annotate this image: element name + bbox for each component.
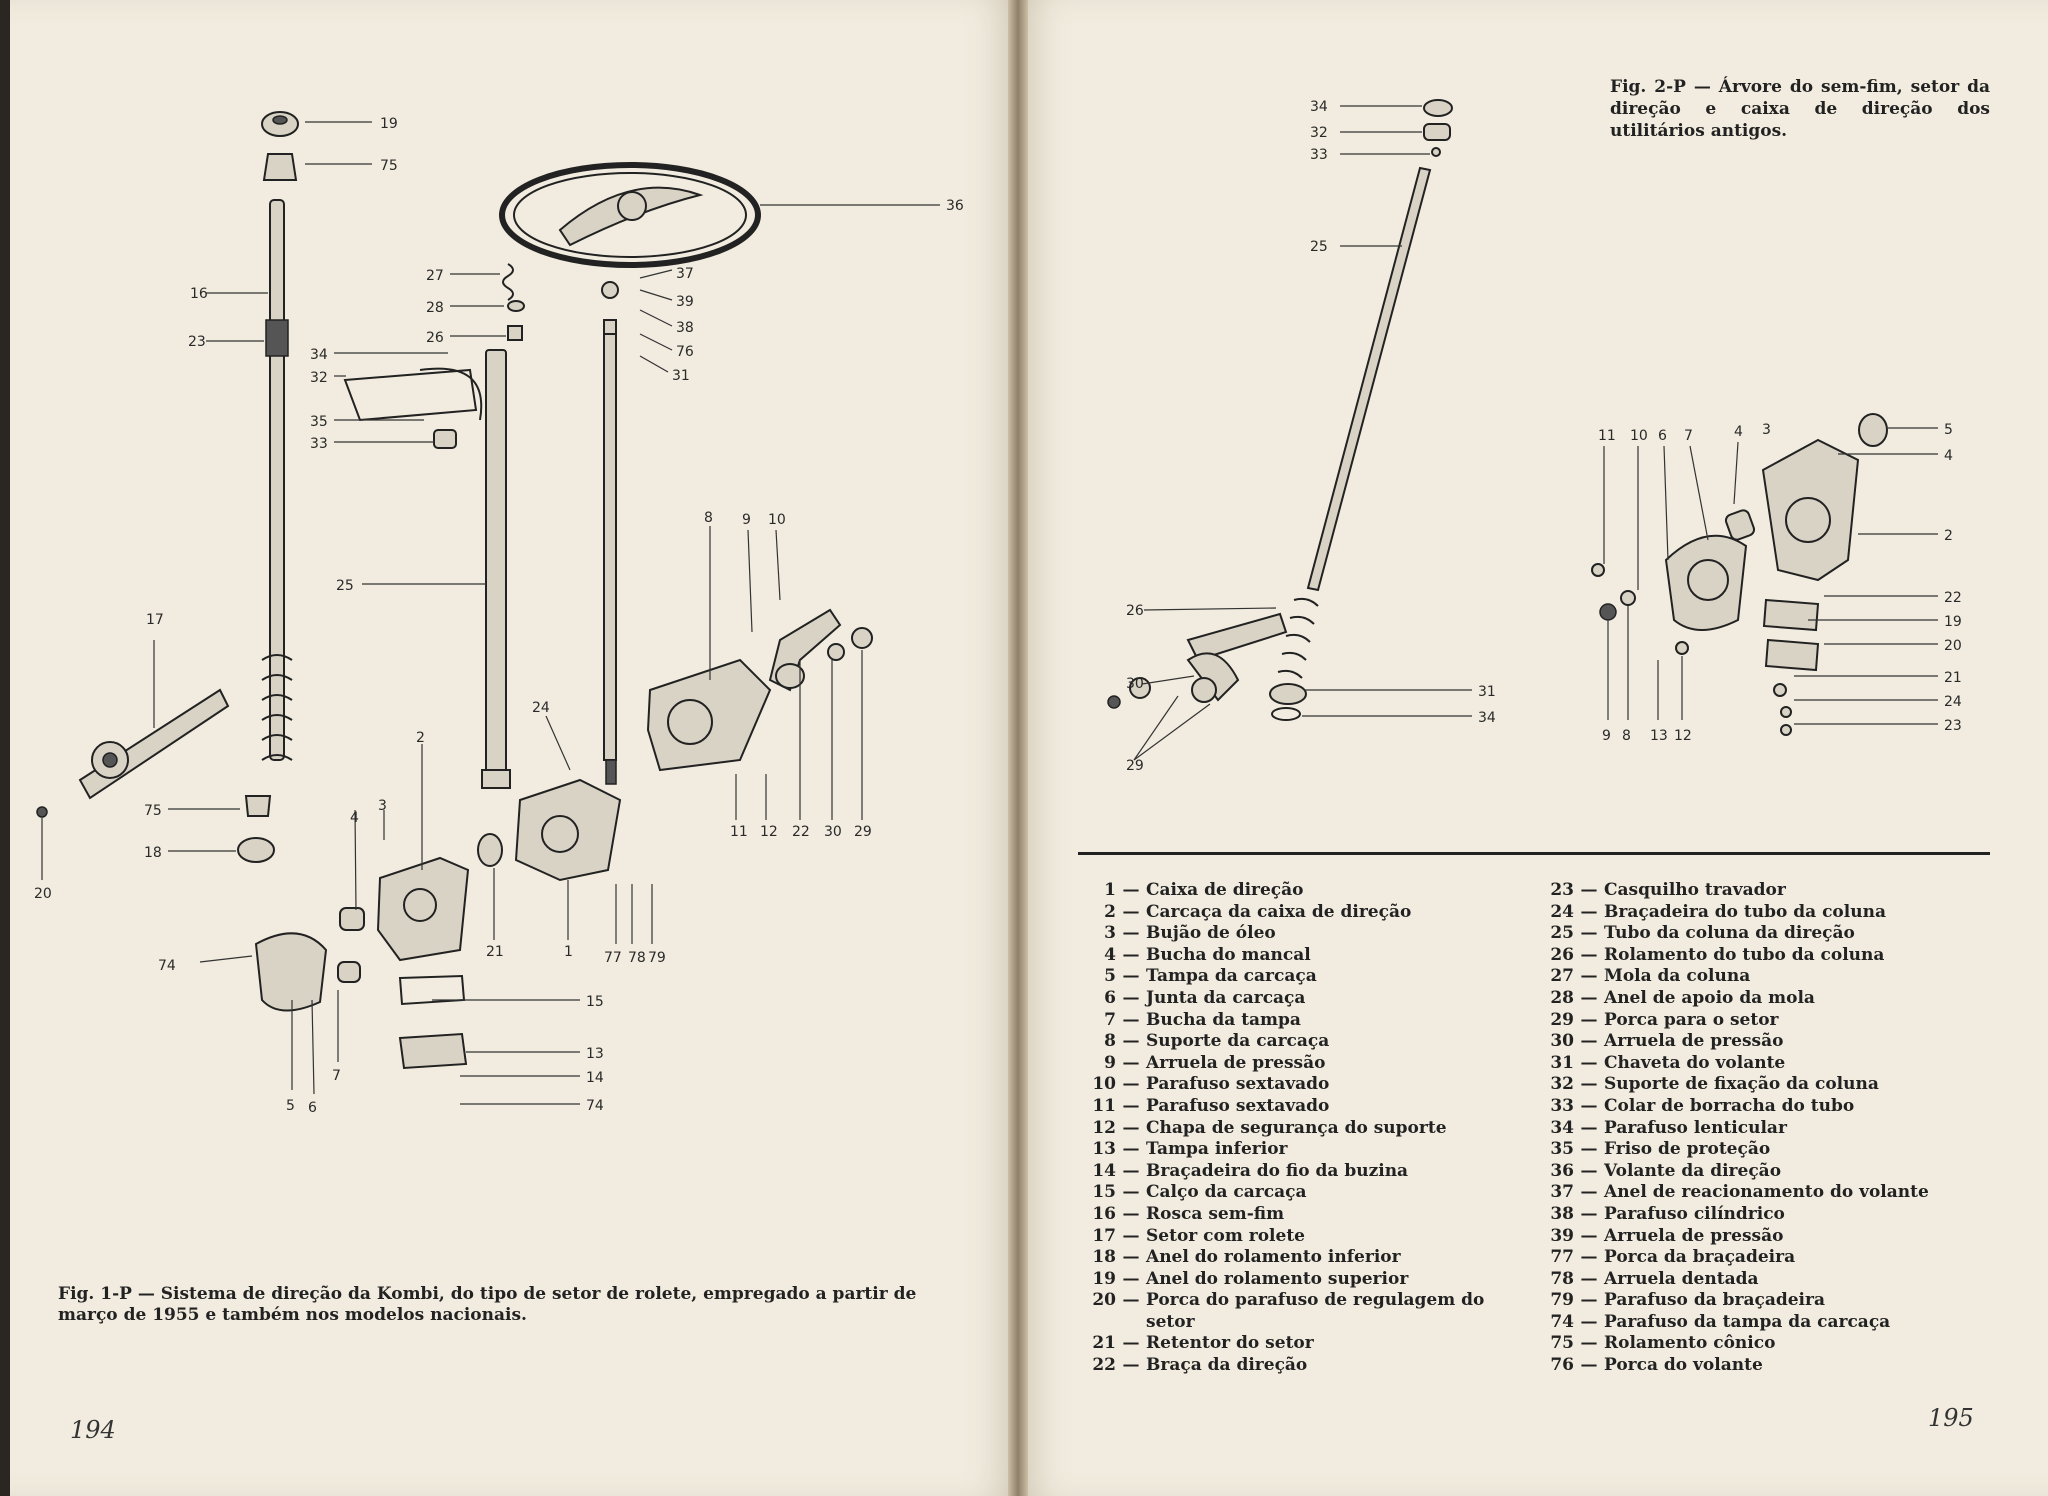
callout: 12 [760,824,778,840]
callout: 75 [144,803,162,819]
callout: 79 [648,950,666,966]
bracket-8 [648,660,770,770]
legend-item: 31 — Chaveta do volante [1550,1052,1786,1073]
page-number-right: 195 [1928,1404,1974,1432]
bush-4-right [1724,509,1755,542]
callout: 25 [336,578,354,594]
callout: 4 [1734,424,1743,440]
legend-item: 10 — Parafuso sextavado [1092,1074,1330,1095]
callout: 33 [1310,147,1328,163]
callout: 39 [676,294,694,310]
callout: 32 [1310,125,1328,141]
callout: 5 [286,1098,295,1114]
legend-item: 8 — Suporte da carcaça [1104,1031,1330,1052]
ring-34 [1272,708,1300,720]
bearing-ring-18 [238,838,274,862]
legend-item: 36 — Volante da direção [1550,1160,1782,1181]
legend-item: 21 — Retentor do setor [1092,1333,1314,1354]
callout: 22 [792,824,810,840]
seal-5 [1859,414,1887,446]
callout: 15 [586,994,604,1010]
callout: 78 [628,950,646,966]
legend-item: 14 — Braçadeira do fio da buzina [1092,1160,1409,1181]
legend-item: 11 — Parafuso sextavado [1092,1095,1330,1116]
callout: 3 [378,798,387,814]
callout: 18 [144,845,162,861]
rubber-collar-33 [434,430,456,448]
page-number-left: 194 [70,1416,116,1444]
column-spring [503,264,513,300]
callout: 27 [426,268,444,284]
callout: 23 [188,334,206,350]
callout: 75 [380,158,398,174]
callout: 11 [1598,428,1616,444]
legend-item: 26 — Rolamento do tubo da coluna [1550,944,1885,965]
column-bracket-32 [1424,124,1450,140]
legend-item: 17 — Setor com rolete [1092,1225,1305,1246]
callout: 21 [486,944,504,960]
shim-22 [1764,600,1818,630]
worm-thread-right [1278,599,1318,678]
callout: 19 [380,116,398,132]
legend-column-left [1082,880,1512,1377]
callout: 13 [586,1046,604,1062]
legend-item: 15 — Calço da carcaça [1092,1182,1307,1203]
callout: 30 [824,824,842,840]
callout: 19 [1944,614,1962,630]
worm-shaft-25 [1308,168,1430,590]
legend-item: 7 — Bucha da tampa [1104,1009,1301,1030]
callout: 12 [1674,728,1692,744]
callout: 24 [532,700,550,716]
callout: 76 [676,344,694,360]
callout: 21 [1944,670,1962,686]
legend-item: 39 — Arruela de pressão [1550,1225,1784,1246]
callout: 8 [704,510,713,526]
legend-item: 34 — Parafuso lenticular [1550,1117,1787,1138]
legend-item: 22 — Braça da direção [1092,1355,1308,1376]
figure-1p-exploded-diagram [0,0,1018,1260]
right-page [1018,0,2048,1496]
callout: 32 [310,370,328,386]
callout: 8 [1622,728,1631,744]
callout: 4 [350,810,359,826]
callout: 23 [1944,718,1962,734]
callout: 20 [34,886,52,902]
callout: 34 [310,347,328,363]
callout: 1 [564,944,573,960]
legend-item: 74 — Parafuso da tampa da carcaça [1550,1311,1891,1332]
callout: 3 [1762,422,1771,438]
callout: 20 [1944,638,1962,654]
callout: 7 [332,1068,341,1084]
worm-shaft-collar [266,320,288,356]
tapered-bearing-75 [264,154,296,180]
column-bracket-32 [345,370,476,420]
callout: 30 [1126,676,1144,692]
callout: 24 [1944,694,1962,710]
callout: 31 [1478,684,1496,700]
callout: 74 [158,958,176,974]
legend-item: 25 — Tubo da coluna da direção [1550,923,1855,944]
callout: 33 [310,436,328,452]
callout: 31 [672,368,690,384]
left-page [0,0,1018,1496]
legend-item: 2 — Carcaça da caixa de direção [1104,901,1412,922]
legend-item: 24 — Braçadeira do tubo da coluna [1550,901,1886,922]
nut-20 [37,807,47,817]
callout: 29 [854,824,872,840]
callout: 26 [1126,603,1144,619]
callout: 6 [308,1100,317,1116]
legend-item: 29 — Porca para o setor [1550,1009,1779,1030]
legend-item: 9 — Arruela de pressão [1104,1052,1326,1073]
legend-item: 77 — Porca da braçadeira [1550,1247,1796,1268]
legend-divider [1078,852,1990,855]
legend-item: 18 — Anel do rolamento inferior [1092,1247,1401,1268]
bearing-31 [1270,684,1306,704]
callout: 17 [146,612,164,628]
callout: 9 [742,512,751,528]
legend-item: 76 — Porca do volante [1550,1355,1763,1376]
callout: 22 [1944,590,1962,606]
legend-item: 78 — Arruela dentada [1550,1268,1759,1289]
legend-item: 23 — Casquilho travador [1550,880,1786,900]
callout: 10 [1630,428,1648,444]
legend-item: 1 — Caixa de direção [1104,880,1304,900]
callout: 7 [1684,428,1693,444]
legend-item: 30 — Arruela de pressão [1550,1031,1784,1052]
legend-item: 3 — Bujão de óleo [1104,923,1276,944]
legend-item: 20 — Porca do parafuso de regulagem do setor [1092,1290,1485,1332]
legend-item: 35 — Friso de proteção [1550,1139,1771,1160]
callout: 10 [768,512,786,528]
legend-item: 13 — Tampa inferior [1092,1139,1288,1160]
figure-2p-callouts [1126,99,1962,774]
callout: 5 [1944,422,1953,438]
legend-item: 5 — Tampa da carcaça [1104,966,1317,987]
callout: 26 [426,330,444,346]
callout: 35 [310,414,328,430]
callout: 13 [1650,728,1668,744]
column-tube [486,350,506,780]
legend-item: 12 — Chapa de segurança do suporte [1092,1117,1447,1138]
lens-screw-34 [1424,100,1452,116]
legend-column-right [1540,880,2000,1377]
figure-1p-caption: Fig. 1-P — Sistema de direção da Kombi, do tipo de setor de rolete, empregado a partir de março de 1955 e também nos modelos nacionais. [58,1284,917,1325]
book-spine [1008,0,1028,1496]
gearbox-housing-2 [1763,440,1858,580]
legend-item: 19 — Anel do rolamento superior [1092,1268,1409,1289]
callout: 74 [586,1098,604,1114]
callout: 34 [1310,99,1328,115]
cover-6 [1666,536,1746,630]
callout: 2 [1944,528,1953,544]
legend-item: 6 — Junta da carcaça [1104,987,1306,1008]
callout: 28 [426,300,444,316]
callout: 37 [676,266,694,282]
callout: 2 [416,730,425,746]
steering-shaft [604,330,616,760]
legend-item: 32 — Suporte de fixação da coluna [1550,1074,1879,1095]
legend-item: 28 — Anel de apoio da mola [1550,987,1815,1008]
callout: 38 [676,320,694,336]
figure-2p-caption: Fig. 2-P — Árvore do sem-fim, setor da direção e caixa de direção dos utilitários antigos. [1610,77,1990,141]
legend-item: 16 — Rosca sem-fim [1092,1203,1285,1224]
callout: 6 [1658,428,1667,444]
callout: 29 [1126,758,1144,774]
callout: 16 [190,286,208,302]
legend-item: 75 — Rolamento cônico [1550,1333,1776,1354]
legend-item: 37 — Anel de reacionamento do volante [1550,1182,1929,1203]
housing-cover-5 [256,933,326,1010]
callout: 34 [1478,710,1496,726]
callout: 14 [586,1070,604,1086]
legend-item: 79 — Parafuso da braçadeira [1550,1290,1825,1311]
housing-2 [378,858,468,960]
callout: 36 [946,198,964,214]
tapered-bearing-75-lower [246,796,270,816]
callout: 9 [1602,728,1611,744]
bottom-cover-13 [400,1034,466,1068]
callout: 25 [1310,239,1328,255]
bush-4 [340,908,364,930]
legend-item: 38 — Parafuso cilíndrico [1550,1203,1785,1224]
legend-item: 27 — Mola da coluna [1550,966,1751,987]
callout: 77 [604,950,622,966]
callout: 11 [730,824,748,840]
bottom-cover-20 [1766,640,1818,670]
bush-7 [338,962,360,982]
legend-item: 4 — Bucha do mancal [1104,944,1311,965]
steering-box-1 [516,780,620,880]
legend-item: 33 — Colar de borracha do tubo [1550,1095,1855,1116]
seal-21 [478,834,502,866]
callout: 4 [1944,448,1953,464]
